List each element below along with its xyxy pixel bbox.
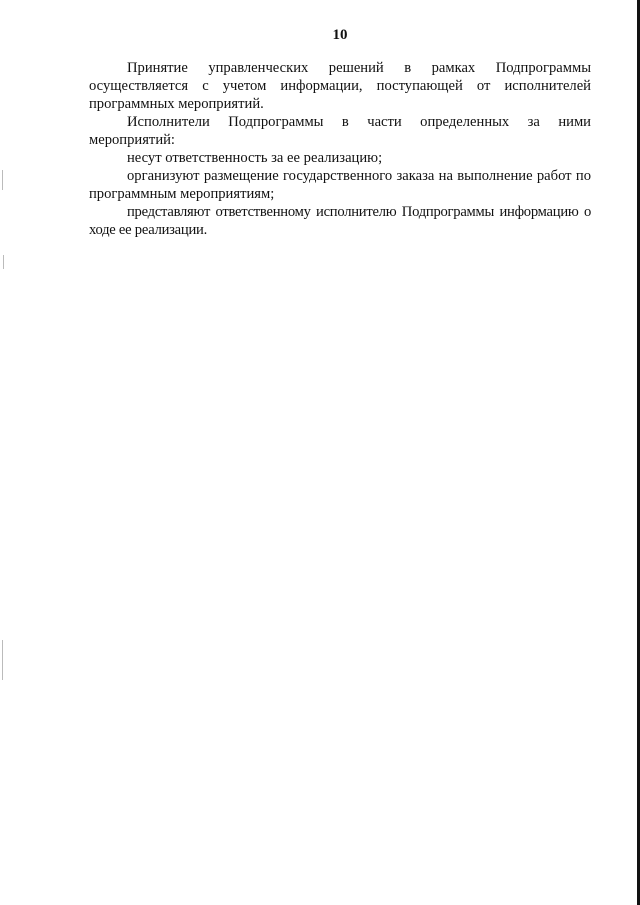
scan-speck	[2, 640, 3, 680]
paragraph-order-placement: организуют размещение государственного заказа на выполнение работ по программным мероприятиям;	[89, 168, 591, 202]
scan-speck	[2, 170, 3, 190]
paragraph-executors: Исполнители Подпрограммы в части определенных за ними мероприятий:	[89, 114, 591, 148]
paragraph-responsibility: несут ответственность за ее реализацию;	[127, 150, 383, 166]
document-body	[89, 59, 591, 239]
paragraph-decisions: Принятие управленческих решений в рамках Подпрограммы осуществляется с учетом информации, поступающей от исполнителей программных мероприятий.	[89, 60, 591, 112]
scan-speck	[3, 255, 4, 269]
paragraph-reporting: представляют ответственному исполнителю Подпрограммы информацию о ходе ее реализации.	[89, 204, 591, 238]
page-number: 10	[332, 27, 348, 43]
